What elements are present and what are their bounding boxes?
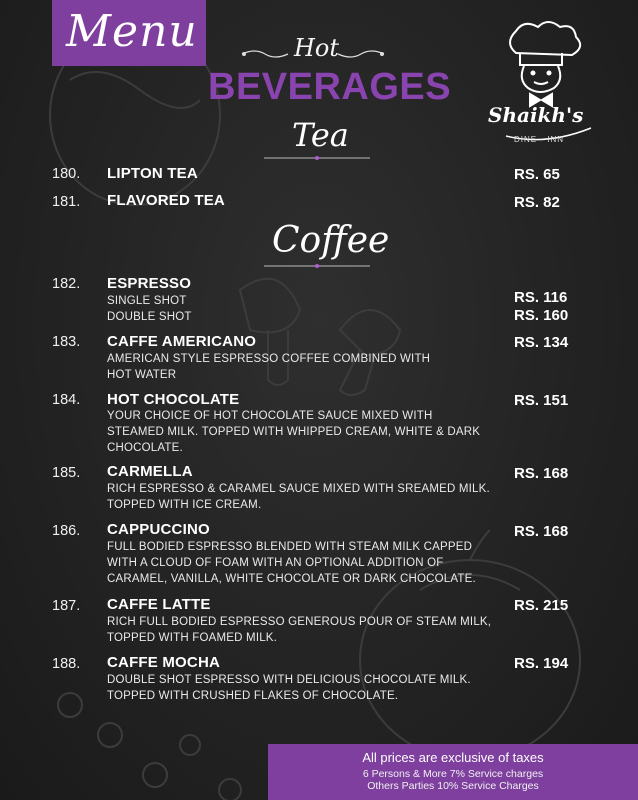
item-number: 182. xyxy=(52,276,81,292)
item-description: TOPPED WITH FOAMED MILK. xyxy=(107,632,278,644)
item-description: TOPPED WITH CRUSHED FLAKES OF CHOCOLATE. xyxy=(107,690,399,702)
item-name: CAFFE MOCHA xyxy=(107,654,221,671)
coffee-heading: Coffee xyxy=(272,220,390,261)
item-description: WITH A CLOUD OF FOAM WITH AN OPTIONAL ADDITION OF xyxy=(107,557,444,569)
item-number: 180. xyxy=(52,166,81,182)
service-charge-line: Others Parties 10% Service Charges xyxy=(367,780,539,792)
beverages-heading: BEVERAGES xyxy=(208,66,452,108)
item-price: RS. 116 xyxy=(514,289,568,306)
item-name: CAFFE LATTE xyxy=(107,596,211,613)
flourish-right-icon xyxy=(336,48,386,60)
item-number: 187. xyxy=(52,598,81,614)
item-description: CHOCOLATE. xyxy=(107,442,183,454)
item-description: RICH ESPRESSO & CARAMEL SAUCE MIXED WITH SREAMED MILK. xyxy=(107,483,490,495)
item-price: RS. 168 xyxy=(514,465,569,482)
item-name: ESPRESSO xyxy=(107,275,192,292)
item-description: CARAMEL, VANILLA, WHITE CHOCOLATE OR DARK CHOCOLATE. xyxy=(107,573,476,585)
item-name: FLAVORED TEA xyxy=(107,192,225,209)
menu-title: Menu xyxy=(66,6,198,57)
item-name: LIPTON TEA xyxy=(107,165,198,182)
brand-name: Shaikh's xyxy=(488,103,584,127)
coffee-underline-icon xyxy=(262,262,372,270)
item-description: TOPPED WITH ICE CREAM. xyxy=(107,499,262,511)
flourish-left-icon xyxy=(240,48,290,60)
item-number: 186. xyxy=(52,523,81,539)
service-charge-line: 6 Persons & More 7% Service charges xyxy=(362,768,544,780)
brand-subtitle: DINE - INN xyxy=(514,135,564,144)
item-number: 184. xyxy=(52,392,81,408)
item-price: RS. 151 xyxy=(514,392,569,409)
tax-notice-line: All prices are exclusive of taxes xyxy=(362,750,544,765)
item-price: RS. 65 xyxy=(514,166,560,183)
item-description: HOT WATER xyxy=(107,369,177,381)
item-description: FULL BODIED ESPRESSO BLENDED WITH STEAM MILK CAPPED xyxy=(107,541,473,553)
item-number: 183. xyxy=(52,334,81,350)
item-description: YOUR CHOICE OF HOT CHOCOLATE SAUCE MIXED WITH xyxy=(107,410,433,422)
hot-label: Hot xyxy=(294,34,340,62)
tea-underline-icon xyxy=(262,154,372,162)
item-description: AMERICAN STYLE ESPRESSO COFFEE COMBINED WITH xyxy=(107,353,431,365)
item-description: DOUBLE SHOT ESPRESSO WITH DELICIOUS CHOCOLATE MILK. xyxy=(107,674,471,686)
item-option: SINGLE SHOT xyxy=(107,295,187,307)
tax-notice-footer xyxy=(268,744,638,800)
item-name: CAPPUCCINO xyxy=(107,521,210,538)
item-name: CARMELLA xyxy=(107,463,193,480)
item-description: STEAMED MILK. TOPPED WITH WHIPPED CREAM, WHITE & DARK xyxy=(107,426,481,438)
tea-heading: Tea xyxy=(292,116,349,154)
item-price: RS. 215 xyxy=(514,597,569,614)
item-price: RS. 82 xyxy=(514,194,560,211)
menu-title-tab xyxy=(52,0,206,66)
item-number: 185. xyxy=(52,465,81,481)
item-description: RICH FULL BODIED ESPRESSO GENEROUS POUR OF STEAM MILK, xyxy=(107,616,492,628)
item-price: RS. 194 xyxy=(514,655,569,672)
item-number: 188. xyxy=(52,656,81,672)
item-price: RS. 168 xyxy=(514,523,569,540)
item-price: RS. 134 xyxy=(514,334,569,351)
item-name: CAFFE AMERICANO xyxy=(107,333,257,350)
item-number: 181. xyxy=(52,194,81,210)
item-name: HOT CHOCOLATE xyxy=(107,391,240,408)
item-option: DOUBLE SHOT xyxy=(107,311,192,323)
item-price: RS. 160 xyxy=(514,307,569,324)
